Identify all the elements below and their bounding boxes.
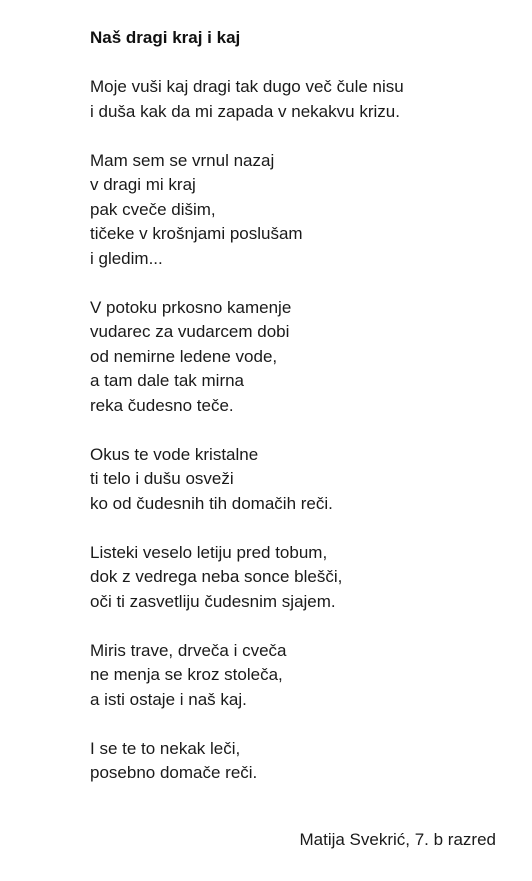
poem-line: oči ti zasvetliju čudesnim sjajem.	[90, 591, 336, 611]
poem-line: ko od čudesnih tih domačih reči.	[90, 493, 333, 513]
poem-line: V potoku prkosno kamenje	[90, 297, 292, 317]
stanza-4	[90, 443, 510, 517]
poem-line: Mam sem se vrnul nazaj	[90, 150, 275, 170]
poem-line: Okus te vode kristalne	[90, 444, 259, 464]
poem-line: ne menja se kroz stoleča,	[90, 665, 283, 684]
stanza-3	[90, 296, 510, 419]
poem-line: tičeke v krošnjami poslušam	[90, 224, 303, 243]
poem-line: od nemirne ledene vode,	[90, 346, 278, 366]
stanza-6	[90, 639, 510, 713]
poem-line: i duša kak da mi zapada v nekakvu krizu.	[90, 101, 400, 121]
stanza-7	[90, 737, 510, 786]
stanza-2	[90, 149, 510, 272]
poem-line: dok z vedrega neba sonce blešči,	[90, 567, 343, 586]
poem-line: pak cveče dišim,	[90, 199, 216, 219]
poem-line: vudarec za vudarcem dobi	[90, 322, 290, 341]
poem-line: Moje vuši kaj dragi tak dugo več čule nisu	[90, 77, 404, 96]
poem-line: posebno domače reči.	[90, 763, 258, 782]
stanza-1	[90, 75, 510, 124]
stanza-5	[90, 541, 510, 615]
poem-line: ti telo i dušu osveži	[90, 469, 234, 488]
poem-line: reka čudesno teče.	[90, 395, 234, 415]
poem-line: i gledim...	[90, 248, 163, 268]
author-signature: Matija Svekrić, 7. b razred	[299, 830, 496, 849]
poem	[90, 26, 510, 810]
poem-line: Listeki veselo letiju pred tobum,	[90, 542, 328, 562]
poem-title: Naš dragi kraj i kaj	[90, 28, 241, 47]
poem-line: a isti ostaje i naš kaj.	[90, 689, 247, 709]
poem-line: v dragi mi kraj	[90, 175, 196, 194]
poem-line: a tam dale tak mirna	[90, 371, 245, 390]
poem-line: I se te to nekak leči,	[90, 738, 241, 758]
poem-line: Miris trave, drveča i cveča	[90, 640, 287, 660]
